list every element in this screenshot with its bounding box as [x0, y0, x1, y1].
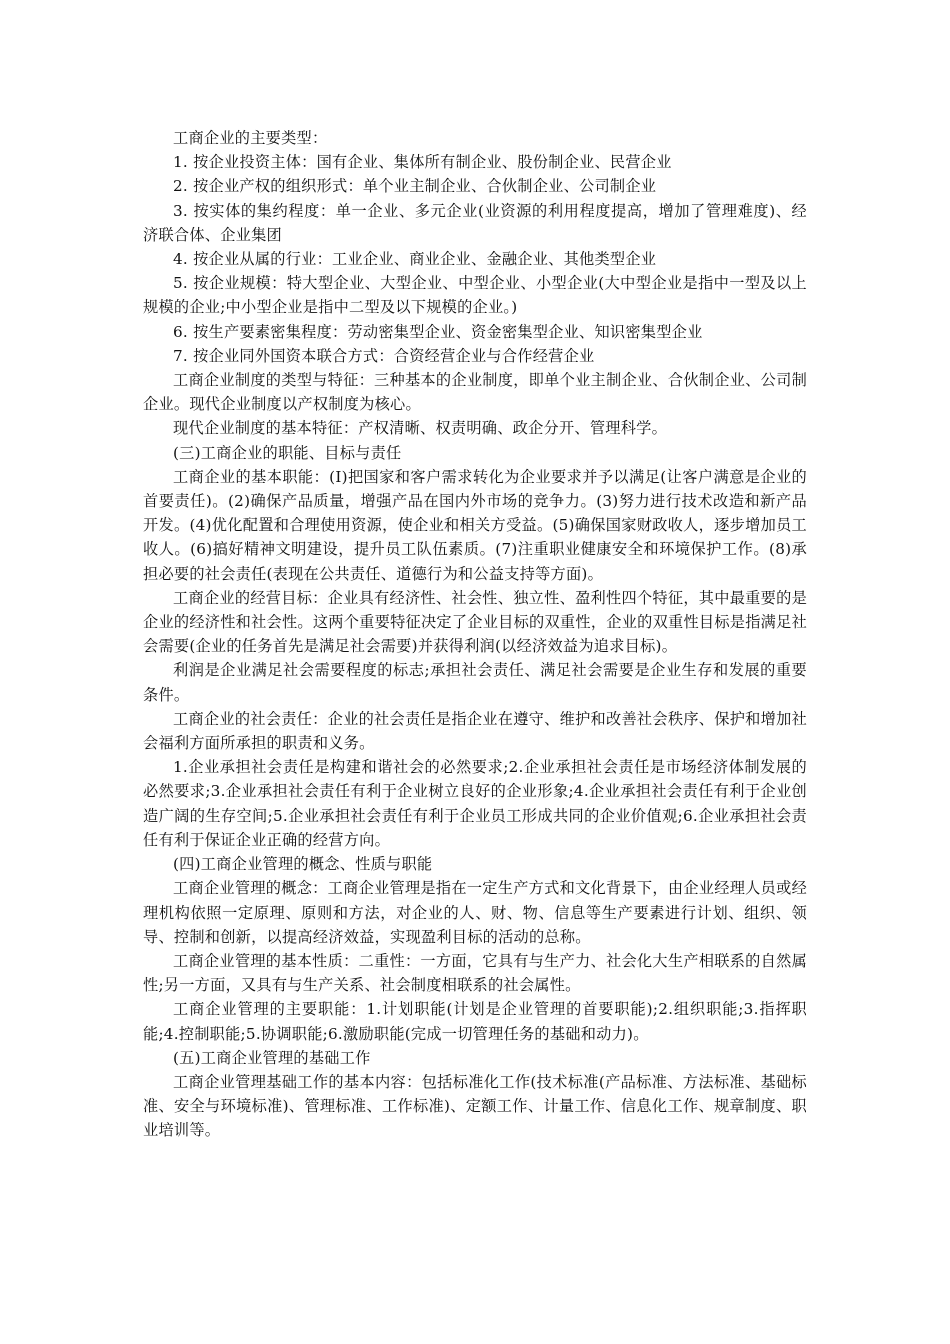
paragraph-basic-functions: 工商企业的基本职能：(I)把国家和客户需求转化为企业要求并予以满足(让客户满意是企业的首要责任)。(2)确保产品质量，增强产品在国内外市场的竞争力。(3)努力进行技术改造和新产品开发。(4)优化配置和合理使用资源，使企业和相关方受益。(5)确保国家财政收人，逐步增加员工收人。(6)搞好精神文明建设，提升员工队伍素质。(7)注重职业健康安全和环境保护工作。(8)承担必要的社会责任(表现在公共责任、道德行为和公益支持等方面)。 — [143, 467, 807, 583]
paragraph-management-concept: 工商企业管理的概念：工商企业管理是指在一定生产方式和文化背景下，由企业经理人员或经理机构依照一定原理、原则和方法，对企业的人、财、物、信息等生产要素进行计划、组织、领导、控制和创新，以提高经济效益，实现盈利目标的活动的总称。 — [143, 879, 807, 946]
document-body — [143, 126, 807, 1143]
paragraph-responsibility-list: 1.企业承担社会责任是构建和谐社会的必然要求;2.企业承担社会责任是市场经济体制发展的必然要求;3.企业承担社会责任有利于企业树立良好的企业形象;4.企业承担社会责任有利于企业创造广阔的生存空间;5.企业承担社会责任有利于企业员工形成共同的企业价值观;6.企业承担社会责任有利于保证企业正确的经营方向。 — [143, 758, 807, 849]
section-heading-3: (三)工商企业的职能、目标与责任 — [173, 443, 402, 462]
paragraph-type-1: 1. 按企业投资主体：国有企业、集体所有制企业、股份制企业、民营企业 — [173, 153, 672, 172]
paragraph-modern-system: 现代企业制度的基本特征：产权清晰、权责明确、政企分开、管理科学。 — [173, 419, 667, 438]
paragraph-business-goals: 工商企业的经营目标：企业具有经济性、社会性、独立性、盈利性四个特征，其中最重要的是企业的经济性和社会性。这两个重要特征决定了企业目标的双重性，企业的双重性目标是指满足社会需要(企业的任务首先是满足社会需要)并获得利润(以经济效益为追求目标)。 — [143, 588, 807, 656]
paragraph-management-functions: 工商企业管理的主要职能：1.计划职能(计划是企业管理的首要职能);2.组织职能;3.指挥职能;4.控制职能;5.协调职能;6.激励职能(完成一切管理任务的基础和动力)。 — [143, 1000, 807, 1043]
section-heading-5: (五)工商企业管理的基础工作 — [173, 1048, 371, 1067]
paragraph-type-4: 4. 按企业从属的行业：工业企业、商业企业、金融企业、其他类型企业 — [173, 250, 657, 269]
paragraph-type-3: 3. 按实体的集约程度：单一企业、多元企业(业资源的利用程度提高，增加了管理难度)、经济联合体、企业集团 — [143, 201, 807, 244]
paragraph-type-7: 7. 按企业同外国资本联合方式：合资经营企业与合作经营企业 — [173, 346, 595, 365]
paragraph-types-heading: 工商企业的主要类型： — [173, 129, 328, 147]
section-heading-4: (四)工商企业管理的概念、性质与职能 — [173, 855, 433, 874]
paragraph-type-5: 5. 按企业规模：特大型企业、大型企业、中型企业、小型企业(大中型企业是指中一型及以上规模的企业;中小型企业是指中二型及以下规模的企业。) — [143, 274, 807, 317]
paragraph-type-6: 6. 按生产要素密集程度：劳动密集型企业、资金密集型企业、知识密集型企业 — [173, 322, 703, 341]
paragraph-social-responsibility: 工商企业的社会责任：企业的社会责任是指企业在遵守、维护和改善社会秩序、保护和增加社会福利方面所承担的职责和义务。 — [143, 709, 807, 753]
paragraph-type-2: 2. 按企业产权的组织形式：单个业主制企业、合伙制企业、公司制企业 — [173, 177, 657, 196]
paragraph-management-nature: 工商企业管理的基本性质：二重性：一方面，它具有与生产力、社会化大生产相联系的自然属性;另一方面，又具有与生产关系、社会制度相联系的社会属性。 — [143, 951, 807, 995]
paragraph-enterprise-system: 工商企业制度的类型与特征：三种基本的企业制度，即单个业主制企业、合伙制企业、公司制企业。现代企业制度以产权制度为核心。 — [143, 371, 807, 414]
paragraph-basic-work: 工商企业管理基础工作的基本内容：包括标准化工作(技术标准(产品标准、方法标准、基础标准、安全与环境标准)、管理标准、工作标准)、定额工作、计量工作、信息化工作、规章制度、职业培训等。 — [143, 1072, 807, 1140]
paragraph-profit: 利润是企业满足社会需要程度的标志;承担社会责任、满足社会需要是企业生存和发展的重要条件。 — [143, 661, 807, 704]
